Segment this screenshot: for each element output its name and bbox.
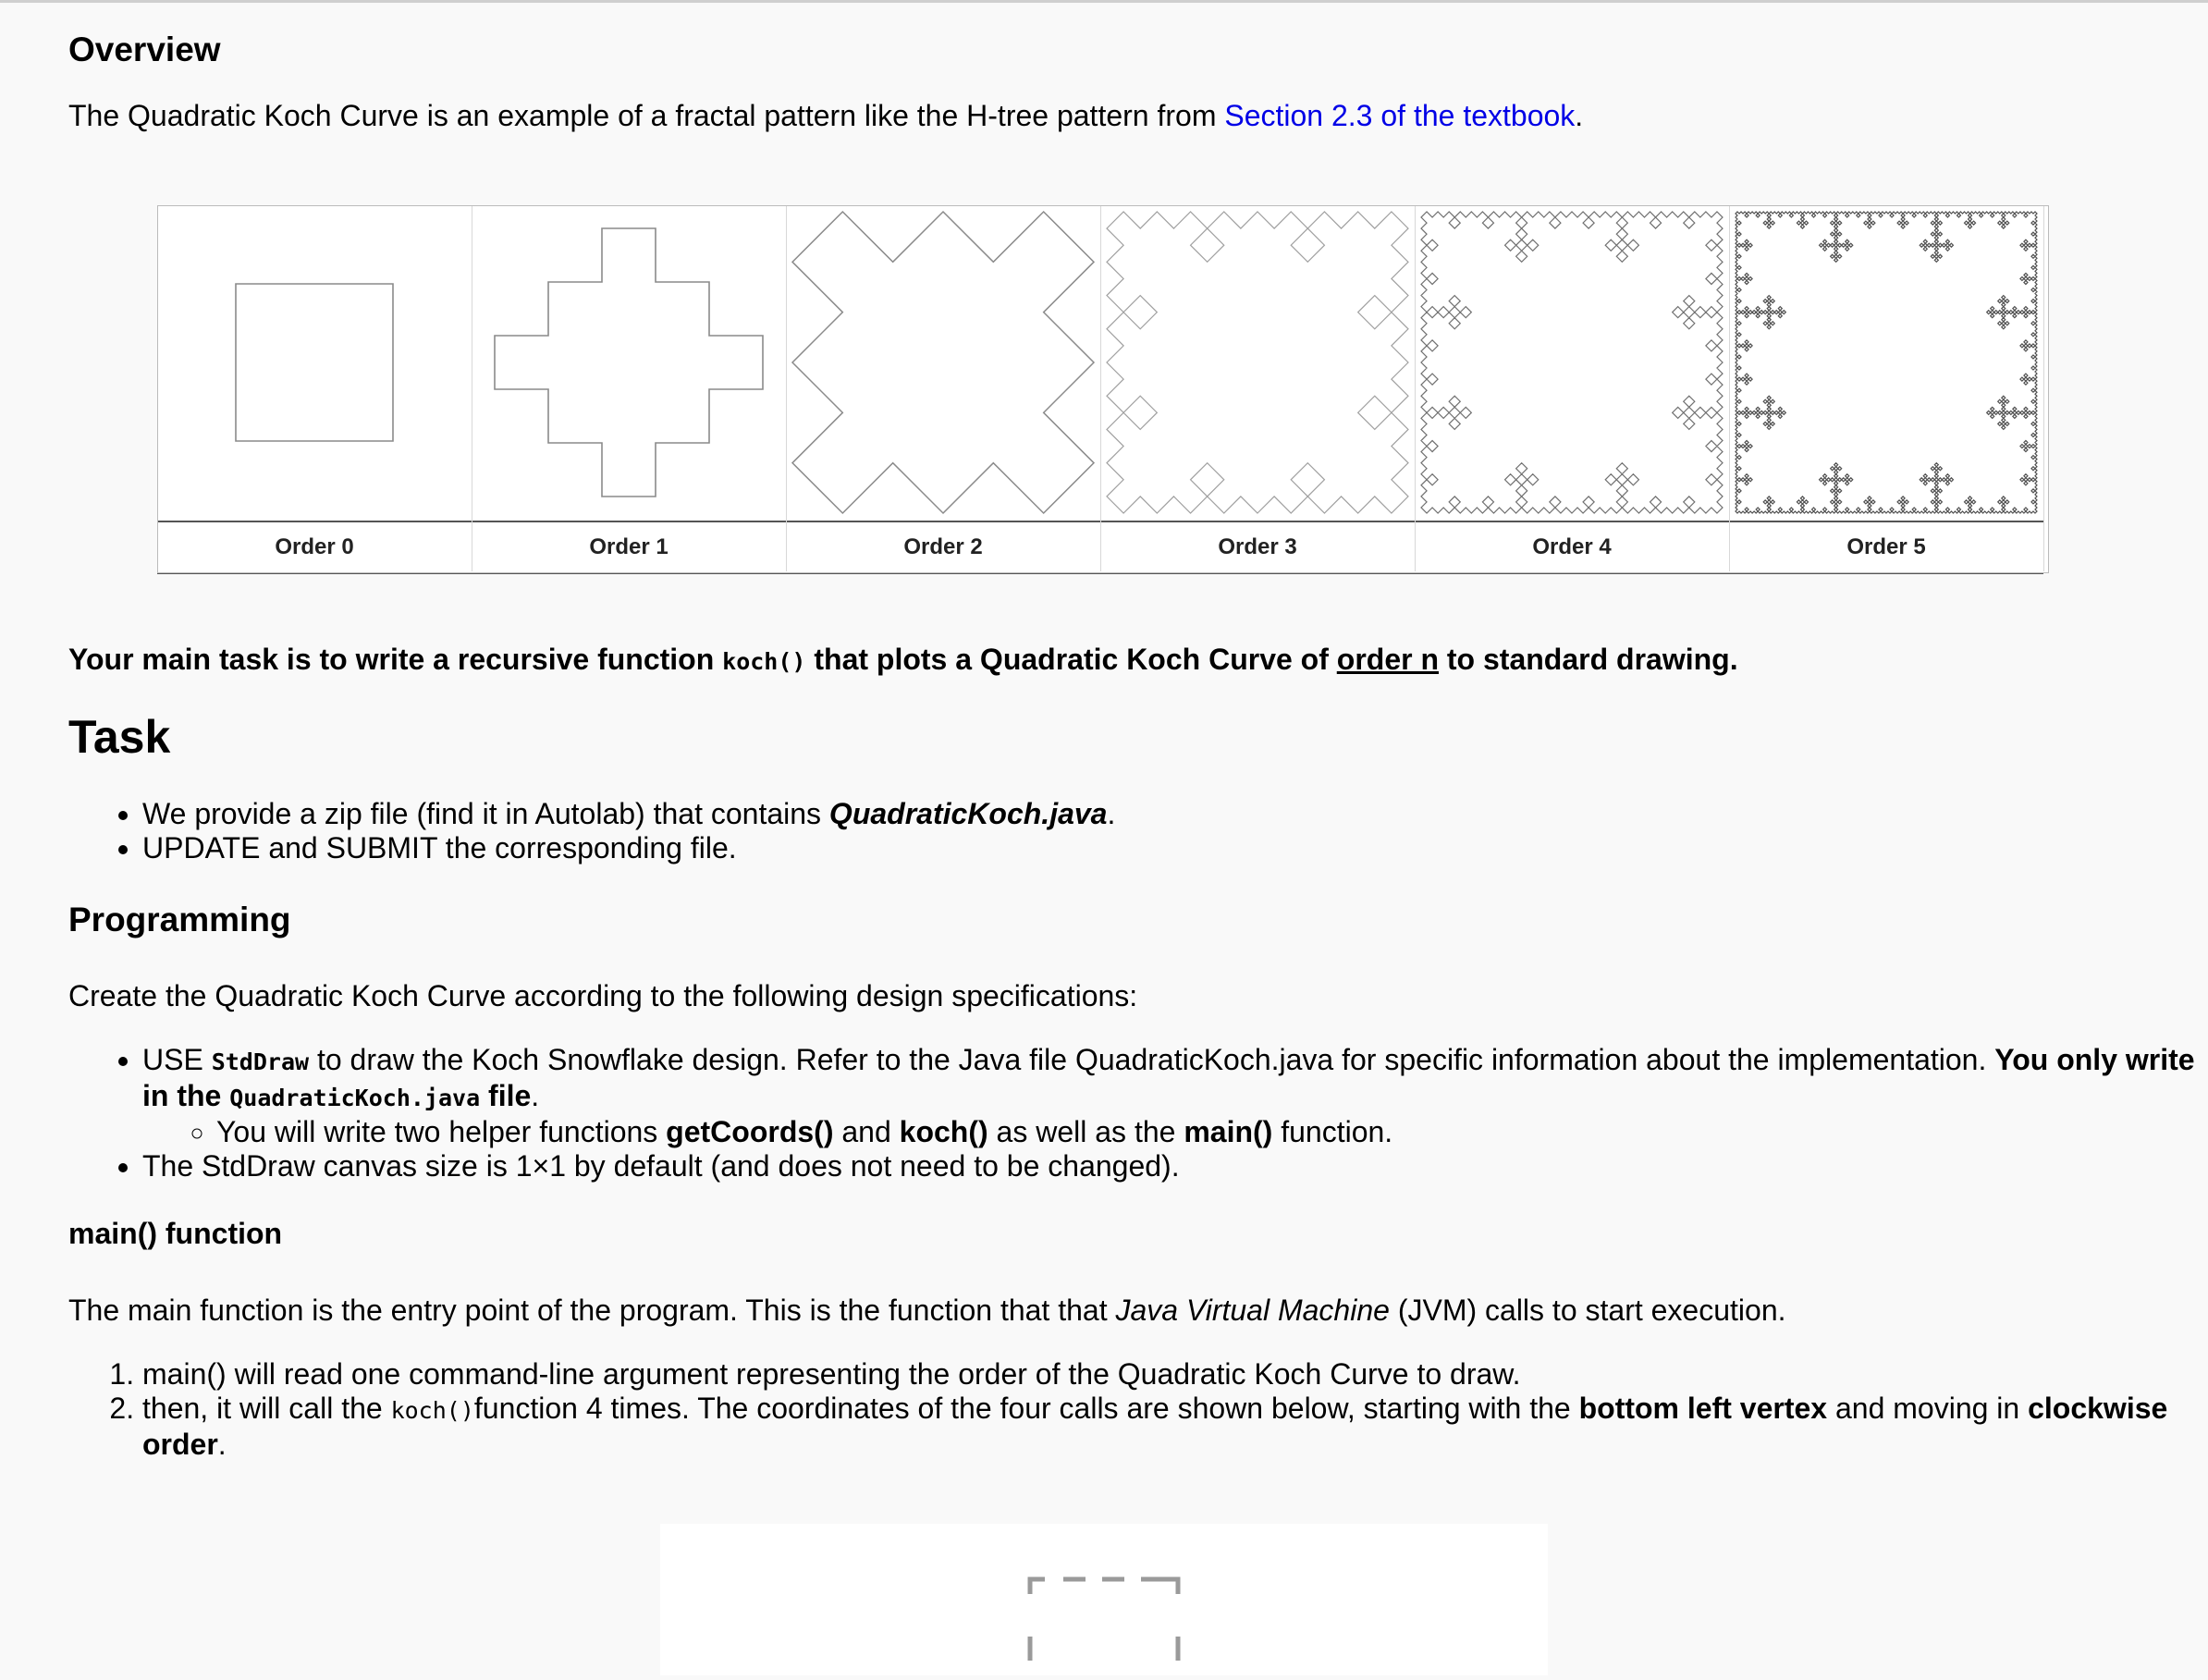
order-2-caption: Order 2: [786, 521, 1100, 574]
koch-bold: koch(): [899, 1115, 988, 1148]
stddraw-code: StdDraw: [211, 1048, 310, 1075]
main-steps-list: [68, 1357, 2208, 1462]
order-5-caption: Order 5: [1729, 521, 2043, 574]
programming-item-canvas: • The StdDraw canvas size is 1×1 by default (and does not need to be changed).: [142, 1149, 2208, 1183]
sub-mid: as well as the: [987, 1115, 1184, 1148]
order-3-caption: Order 3: [1100, 521, 1415, 574]
koch-curve-order-3: [1100, 205, 1415, 520]
koch-orders-figure: [157, 205, 2049, 573]
task-list: [68, 797, 1115, 865]
intro-end: .: [1575, 99, 1584, 132]
step2-mid: function 4 times. The coordinates of the four calls are shown below, starting with the: [473, 1392, 1579, 1425]
programming-heading: Programming: [68, 901, 291, 938]
programming-intro: Create the Quadratic Koch Curve according to the following design specifications:: [68, 979, 1138, 1012]
java-file-name: QuadraticKoch.java: [828, 797, 1108, 830]
order-5-panel: [1729, 205, 2044, 571]
order-4-caption: Order 4: [1415, 521, 1729, 574]
stddraw-text: to draw the Koch Snowflake design. Refer to the Java file QuadraticKoch.java for specific information about the implementation.: [309, 1043, 1995, 1076]
koch-curve-order-2: [786, 205, 1100, 520]
main-bold: main(): [1184, 1115, 1273, 1148]
sub-and: and: [833, 1115, 900, 1148]
intro-text: The Quadratic Koch Curve is an example of a fractal pattern like the H-tree pattern from: [68, 99, 1225, 132]
main-step-1: 1. main() will read one command-line argument representing the order of the Quadratic Koch Curve to draw.: [142, 1357, 2208, 1392]
overview-section: [68, 26, 2140, 135]
order-0-panel: [157, 205, 472, 571]
task-item-submit: • UPDATE and SUBMIT the corresponding file.: [142, 831, 1115, 865]
programming-item-stddraw: [142, 1043, 2208, 1149]
step2-mid2: and moving in: [1827, 1392, 2029, 1425]
top-border: [0, 0, 2208, 3]
main-desc-end: (JVM) calls to start execution.: [1389, 1294, 1786, 1327]
koch-code: koch(): [722, 648, 806, 675]
koch-call-code: koch(): [390, 1397, 474, 1424]
main-task-statement: [68, 636, 1738, 685]
getcoords-bold: getCoords(): [666, 1115, 834, 1148]
main-task-text-2: that plots a Quadratic Koch Curve of: [805, 643, 1337, 676]
order-3-panel: [1100, 205, 1416, 571]
task-item-zip: [142, 797, 1115, 831]
order-n-underlined: order n: [1336, 643, 1439, 676]
order-0-caption: Order 0: [157, 521, 472, 574]
jvm-italic: Java Virtual Machine: [1115, 1294, 1390, 1327]
koch-path-order-0: [236, 284, 393, 441]
overview-heading: Overview: [68, 31, 221, 68]
koch-calls-diagram: [660, 1524, 1548, 1675]
koch-curve-order-4: [1415, 205, 1729, 520]
task-heading: Task: [68, 711, 171, 763]
you-only-write: You only write in the: [142, 1043, 2195, 1112]
step2-end: .: [217, 1428, 227, 1461]
koch-path-order-4: [1421, 212, 1723, 513]
file-bold: file: [480, 1079, 532, 1112]
order-2-panel: [786, 205, 1101, 571]
main-desc-text: The main function is the entry point of the program. This is the function that that: [68, 1294, 1116, 1327]
sub-end: function.: [1272, 1115, 1393, 1148]
main-step-2: [142, 1392, 2208, 1462]
bottom-left-vertex: bottom left vertex: [1578, 1392, 1828, 1425]
koch-curve-order-1: [472, 205, 786, 520]
koch-curve-order-5: [1729, 205, 2043, 520]
quadratickoch-code: QuadraticKoch.java: [229, 1085, 481, 1111]
main-function-heading: main() function: [68, 1217, 283, 1250]
order-4-panel: [1415, 205, 1730, 571]
clockwise-order: clockwise order: [142, 1392, 2168, 1461]
order-1-panel: [472, 205, 787, 571]
task-item-text: We provide a zip file (find it in Autolab) that contains: [142, 797, 829, 830]
koch-path-order-2: [792, 212, 1094, 513]
koch-path-order-1: [495, 228, 763, 497]
koch-curve-order-0: [157, 205, 472, 520]
programming-list: [68, 1043, 2208, 1183]
use-text: USE: [142, 1043, 212, 1076]
koch-path-order-5: [1736, 212, 2037, 513]
koch-path-order-3: [1107, 212, 1408, 513]
programming-sublist: [142, 1115, 2208, 1149]
textbook-link[interactable]: Section 2.3 of the textbook: [1224, 99, 1576, 132]
order-1-caption: Order 1: [472, 521, 786, 574]
overview-intro: [68, 96, 2140, 135]
dashed-square-diagram: [660, 1524, 1548, 1675]
programming-subitem-helpers: [216, 1115, 2208, 1149]
main-task-text-3: to standard drawing.: [1439, 643, 1738, 676]
sub-text: You will write two helper functions: [216, 1115, 667, 1148]
main-function-description: [68, 1291, 1786, 1330]
item-end: .: [531, 1079, 540, 1112]
step2-text: then, it will call the: [142, 1392, 391, 1425]
main-task-text: Your main task is to write a recursive function: [68, 643, 723, 676]
task-item-end: .: [1107, 797, 1116, 830]
